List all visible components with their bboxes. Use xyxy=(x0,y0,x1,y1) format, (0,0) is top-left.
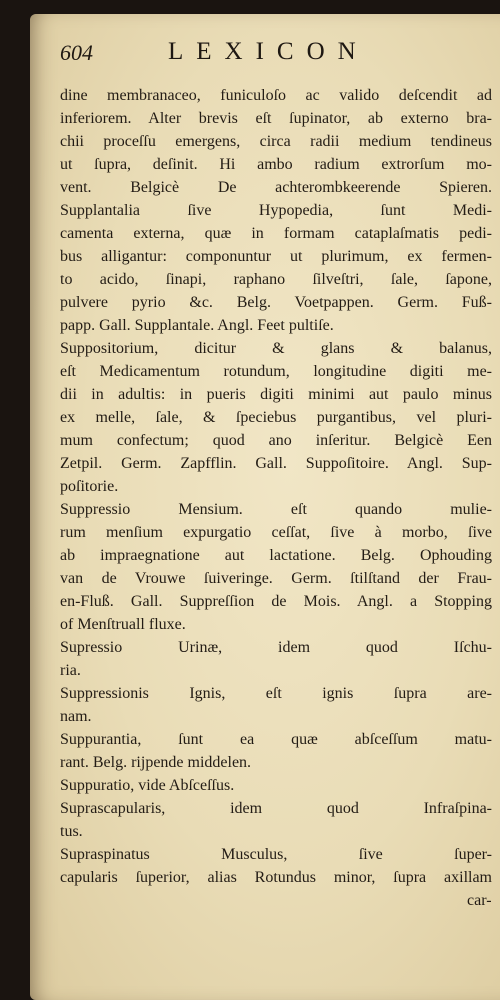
text-line: Zetpil. Germ. Zapfflin. Gall. Suppoſitoire. Angl. Sup- xyxy=(60,455,492,472)
catchword: car- xyxy=(467,892,492,909)
text-line: eſt Medicamentum rotundum, longitudine digiti me- xyxy=(60,363,492,380)
book-page xyxy=(30,14,500,1000)
text-line: ab impraegnatione aut lactatione. Belg. Ophouding xyxy=(60,547,492,564)
text-line: Suppurantia, ſunt ea quæ abſceſſum matu- xyxy=(60,731,492,748)
text-line: of Menſtruall fluxe. xyxy=(60,616,186,633)
text-line: Supressio Urinæ, idem quod Iſchu- xyxy=(60,639,492,656)
text-line: van de Vrouwe ſuiveringe. Germ. ſtilſtand der Frau- xyxy=(60,570,492,587)
page-header xyxy=(60,34,492,74)
text-line: mum confectum; quod ano inſeritur. Belgicè Een xyxy=(60,432,492,449)
text-line: chii proceſſu emergens, circa radii medium tendineus xyxy=(60,133,492,150)
text-line: bus alligantur: componuntur ut plurimum, ex fermen- xyxy=(60,248,492,265)
text-line: camenta externa, quæ in formam cataplaſmatis pedi- xyxy=(60,225,492,242)
text-line: rum menſium expurgatio ceſſat, ſive à morbo, ſive xyxy=(60,524,492,541)
running-head: LEXICON xyxy=(168,38,369,65)
text-line: ria. xyxy=(60,662,81,679)
text-line: poſitorie. xyxy=(60,478,119,495)
text-line: inferiorem. Alter brevis eſt ſupinator, ab externo bra- xyxy=(60,110,492,127)
text-line: papp. Gall. Supplantale. Angl. Feet pultiſe. xyxy=(60,317,334,334)
text-line: ex melle, ſale, & ſpeciebus purgantibus, vel pluri- xyxy=(60,409,492,426)
text-line: Suppressio Mensium. eſt quando mulie- xyxy=(60,501,492,518)
page-number: 604 xyxy=(60,40,93,65)
text-line: capularis ſuperior, alias Rotundus minor, ſupra axillam xyxy=(60,869,492,886)
text-line: Suppressionis Ignis, eſt ignis ſupra are- xyxy=(60,685,492,702)
text-line: ut ſupra, deſinit. Hi ambo radium extrorſum mo- xyxy=(60,156,492,173)
text-line: pulvere pyrio &c. Belg. Voetpappen. Germ. Fuß- xyxy=(60,294,492,311)
text-line: Supplantalia ſive Hypopedia, ſunt Medi- xyxy=(60,202,492,219)
body-text xyxy=(60,84,492,889)
text-line: to acido, ſinapi, raphano ſilveſtri, ſale, ſapone, xyxy=(60,271,492,288)
text-line: Suppositorium, dicitur & glans & balanus, xyxy=(60,340,492,357)
text-line: tus. xyxy=(60,823,83,840)
text-line: rant. Belg. rijpende middelen. xyxy=(60,754,252,771)
text-line: en-Fluß. Gall. Suppreſſion de Mois. Angl. a Stopping xyxy=(60,593,492,610)
text-line: dii in adultis: in pueris digiti minimi aut paulo minus xyxy=(60,386,492,403)
text-line: nam. xyxy=(60,708,92,725)
text-line: dine membranaceo, funiculoſo ac valido deſcendit ad xyxy=(60,87,492,104)
text-line: Suppuratio, vide Abſceſſus. xyxy=(60,777,235,794)
text-line: Suprascapularis, idem quod Infraſpina- xyxy=(60,800,492,817)
text-line: Supraspinatus Musculus, ſive ſuper- xyxy=(60,846,492,863)
text-line: vent. Belgicè De achterombkeerende Spieren. xyxy=(60,179,492,196)
